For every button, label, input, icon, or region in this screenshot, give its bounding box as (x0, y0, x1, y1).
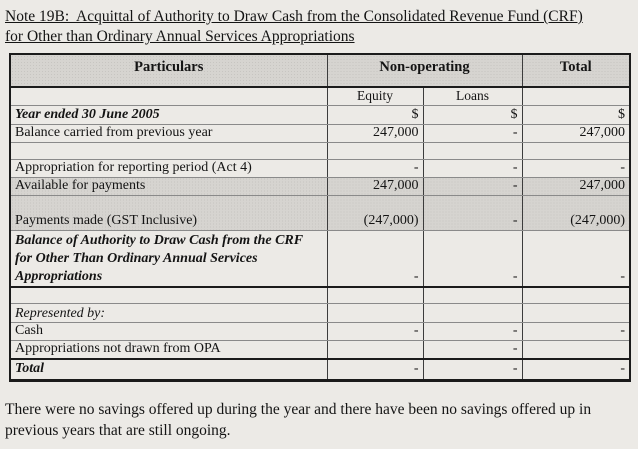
cell-loans: - (423, 124, 522, 142)
cell-loans (423, 303, 522, 322)
cell-loans (423, 287, 522, 303)
cell-total (522, 142, 630, 159)
cell-loans: - (423, 322, 522, 340)
cell-equity (327, 287, 423, 303)
row-label: Cash (10, 322, 327, 340)
cell-total: $ (522, 105, 630, 124)
cell-total: 247,000 (522, 124, 630, 142)
cell-equity: 247,000 (327, 177, 423, 195)
cell-loans: - (423, 340, 522, 359)
cell-equity: $ (327, 105, 423, 124)
cell-loans: - (423, 195, 522, 230)
cell-total: 247,000 (522, 177, 630, 195)
table-subheader-row (10, 87, 630, 105)
row-label: Represented by: (10, 303, 327, 322)
cell-total (522, 340, 630, 359)
cell-equity: (247,000) (327, 195, 423, 230)
cell-loans: - (423, 230, 522, 287)
table-row-appropriation (10, 159, 630, 177)
row-label: Appropriations not drawn from OPA (10, 340, 327, 359)
cell-loans: - (423, 159, 522, 177)
cell-total (522, 287, 630, 303)
table-row-appropriations-not-drawn (10, 340, 630, 359)
cell-total: - (522, 359, 630, 380)
header-non-operating: Non-operating (327, 54, 522, 87)
table-row-year-ended (10, 105, 630, 124)
header-total: Total (522, 54, 630, 87)
row-label (10, 287, 327, 303)
cell-equity: - (327, 322, 423, 340)
footer-note: There were no savings offered up during the year and there have been no savings offered up in previous years that are still ongoing. (5, 400, 592, 439)
subheader-loans: Loans (423, 87, 522, 105)
table-row-balance-carried (10, 124, 630, 142)
row-label: Appropriation for reporting period (Act 4) (10, 159, 327, 177)
cell-total: - (522, 159, 630, 177)
cell-loans: - (423, 177, 522, 195)
table-row-available-for-payments (10, 177, 630, 195)
table-row-total (10, 359, 630, 380)
note-title-line2: for Other than Ordinary Annual Services Appropriations (5, 28, 355, 45)
row-label: Balance carried from previous year (10, 124, 327, 142)
note-title (0, 0, 638, 47)
acquittal-table (9, 53, 631, 382)
cell-equity: - (327, 159, 423, 177)
cell-equity: 247,000 (327, 124, 423, 142)
table-row-balance-of-authority (10, 230, 630, 287)
note-title-line1: Note 19B: Acquittal of Authority to Draw Cash from the Consolidated Revenue Fund (CRF) (5, 8, 583, 25)
cell-equity (327, 142, 423, 159)
header-particulars: Particulars (10, 54, 327, 87)
row-label: Payments made (GST Inclusive) (10, 195, 327, 230)
cell-loans (423, 142, 522, 159)
table-row-payments-made (10, 195, 630, 230)
table-row-spacer (10, 287, 630, 303)
cell-total: - (522, 322, 630, 340)
table-row-spacer (10, 142, 630, 159)
row-label: Total (10, 359, 327, 380)
row-label (10, 142, 327, 159)
table-header-row (10, 54, 630, 87)
subheader-blank (10, 87, 327, 105)
row-label: Balance of Authority to Draw Cash from the CRF for Other Than Ordinary Annual Services Appropriations (10, 230, 327, 287)
row-label: Year ended 30 June 2005 (10, 105, 327, 124)
cell-equity: - (327, 230, 423, 287)
cell-total: - (522, 230, 630, 287)
table-row-represented-by (10, 303, 630, 322)
cell-total (522, 303, 630, 322)
cell-total: (247,000) (522, 195, 630, 230)
cell-equity (327, 303, 423, 322)
subheader-blank (522, 87, 630, 105)
row-label: Available for payments (10, 177, 327, 195)
table-row-cash (10, 322, 630, 340)
cell-loans: - (423, 359, 522, 380)
cell-equity: - (327, 359, 423, 380)
cell-equity (327, 340, 423, 359)
subheader-equity: Equity (327, 87, 423, 105)
cell-loans: $ (423, 105, 522, 124)
